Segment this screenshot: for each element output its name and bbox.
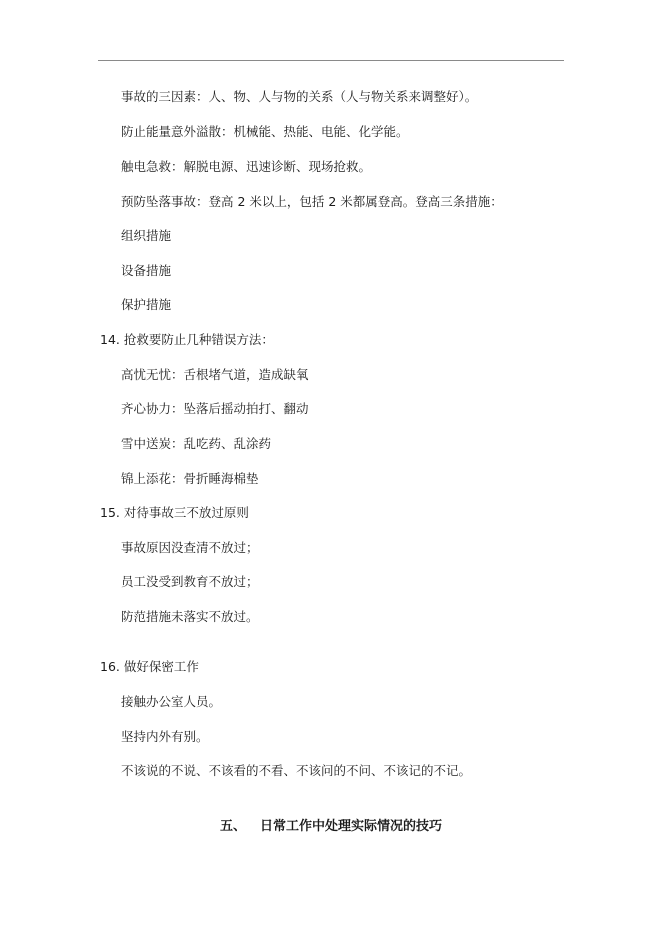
section-heading: [0, 815, 662, 834]
text-line: 雪中送炭：乱吃药、乱涂药: [121, 436, 272, 451]
section-number: 五、: [219, 819, 246, 834]
text-line: 设备措施: [121, 263, 172, 278]
numbered-item-heading: 15. 对待事故三不放过原则: [100, 505, 249, 520]
text-line: 事故的三因素：人、物、人与物的关系（人与物关系来调整好）。: [121, 89, 478, 104]
text-line: 触电急救：解脱电源、迅速诊断、现场抢救。: [121, 159, 372, 174]
text-line: 保护措施: [121, 297, 172, 312]
text-line: 齐心协力：坠落后摇动拍打、翻动: [121, 401, 309, 416]
section-title: 日常工作中处理实际情况的技巧: [260, 819, 443, 834]
numbered-item-heading: 16. 做好保密工作: [100, 659, 199, 674]
text-line: 锦上添花：骨折睡海棉垫: [121, 471, 259, 486]
text-line: 不该说的不说、不该看的不看、不该问的不问、不该记的不记。: [121, 763, 472, 778]
text-line: 坚持内外有别。: [121, 729, 209, 744]
numbered-item-heading: 14. 抢救要防止几种错误方法：: [100, 332, 274, 347]
page-header-rule: [98, 60, 564, 61]
text-line: 组织措施: [121, 228, 172, 243]
text-line: 高忧无忧：舌根堵气道，造成缺氧: [121, 367, 309, 382]
text-line: 接触办公室人员。: [121, 694, 222, 709]
text-line: 预防坠落事故：登高 2 米以上，包括 2 米都属登高。登高三条措施：: [121, 194, 503, 209]
text-line: 防止能量意外溢散：机械能、热能、电能、化学能。: [121, 124, 409, 139]
text-line: 防范措施未落实不放过。: [121, 609, 259, 624]
text-line: 事故原因没查清不放过；: [121, 540, 259, 555]
text-line: 员工没受到教育不放过；: [121, 574, 259, 589]
